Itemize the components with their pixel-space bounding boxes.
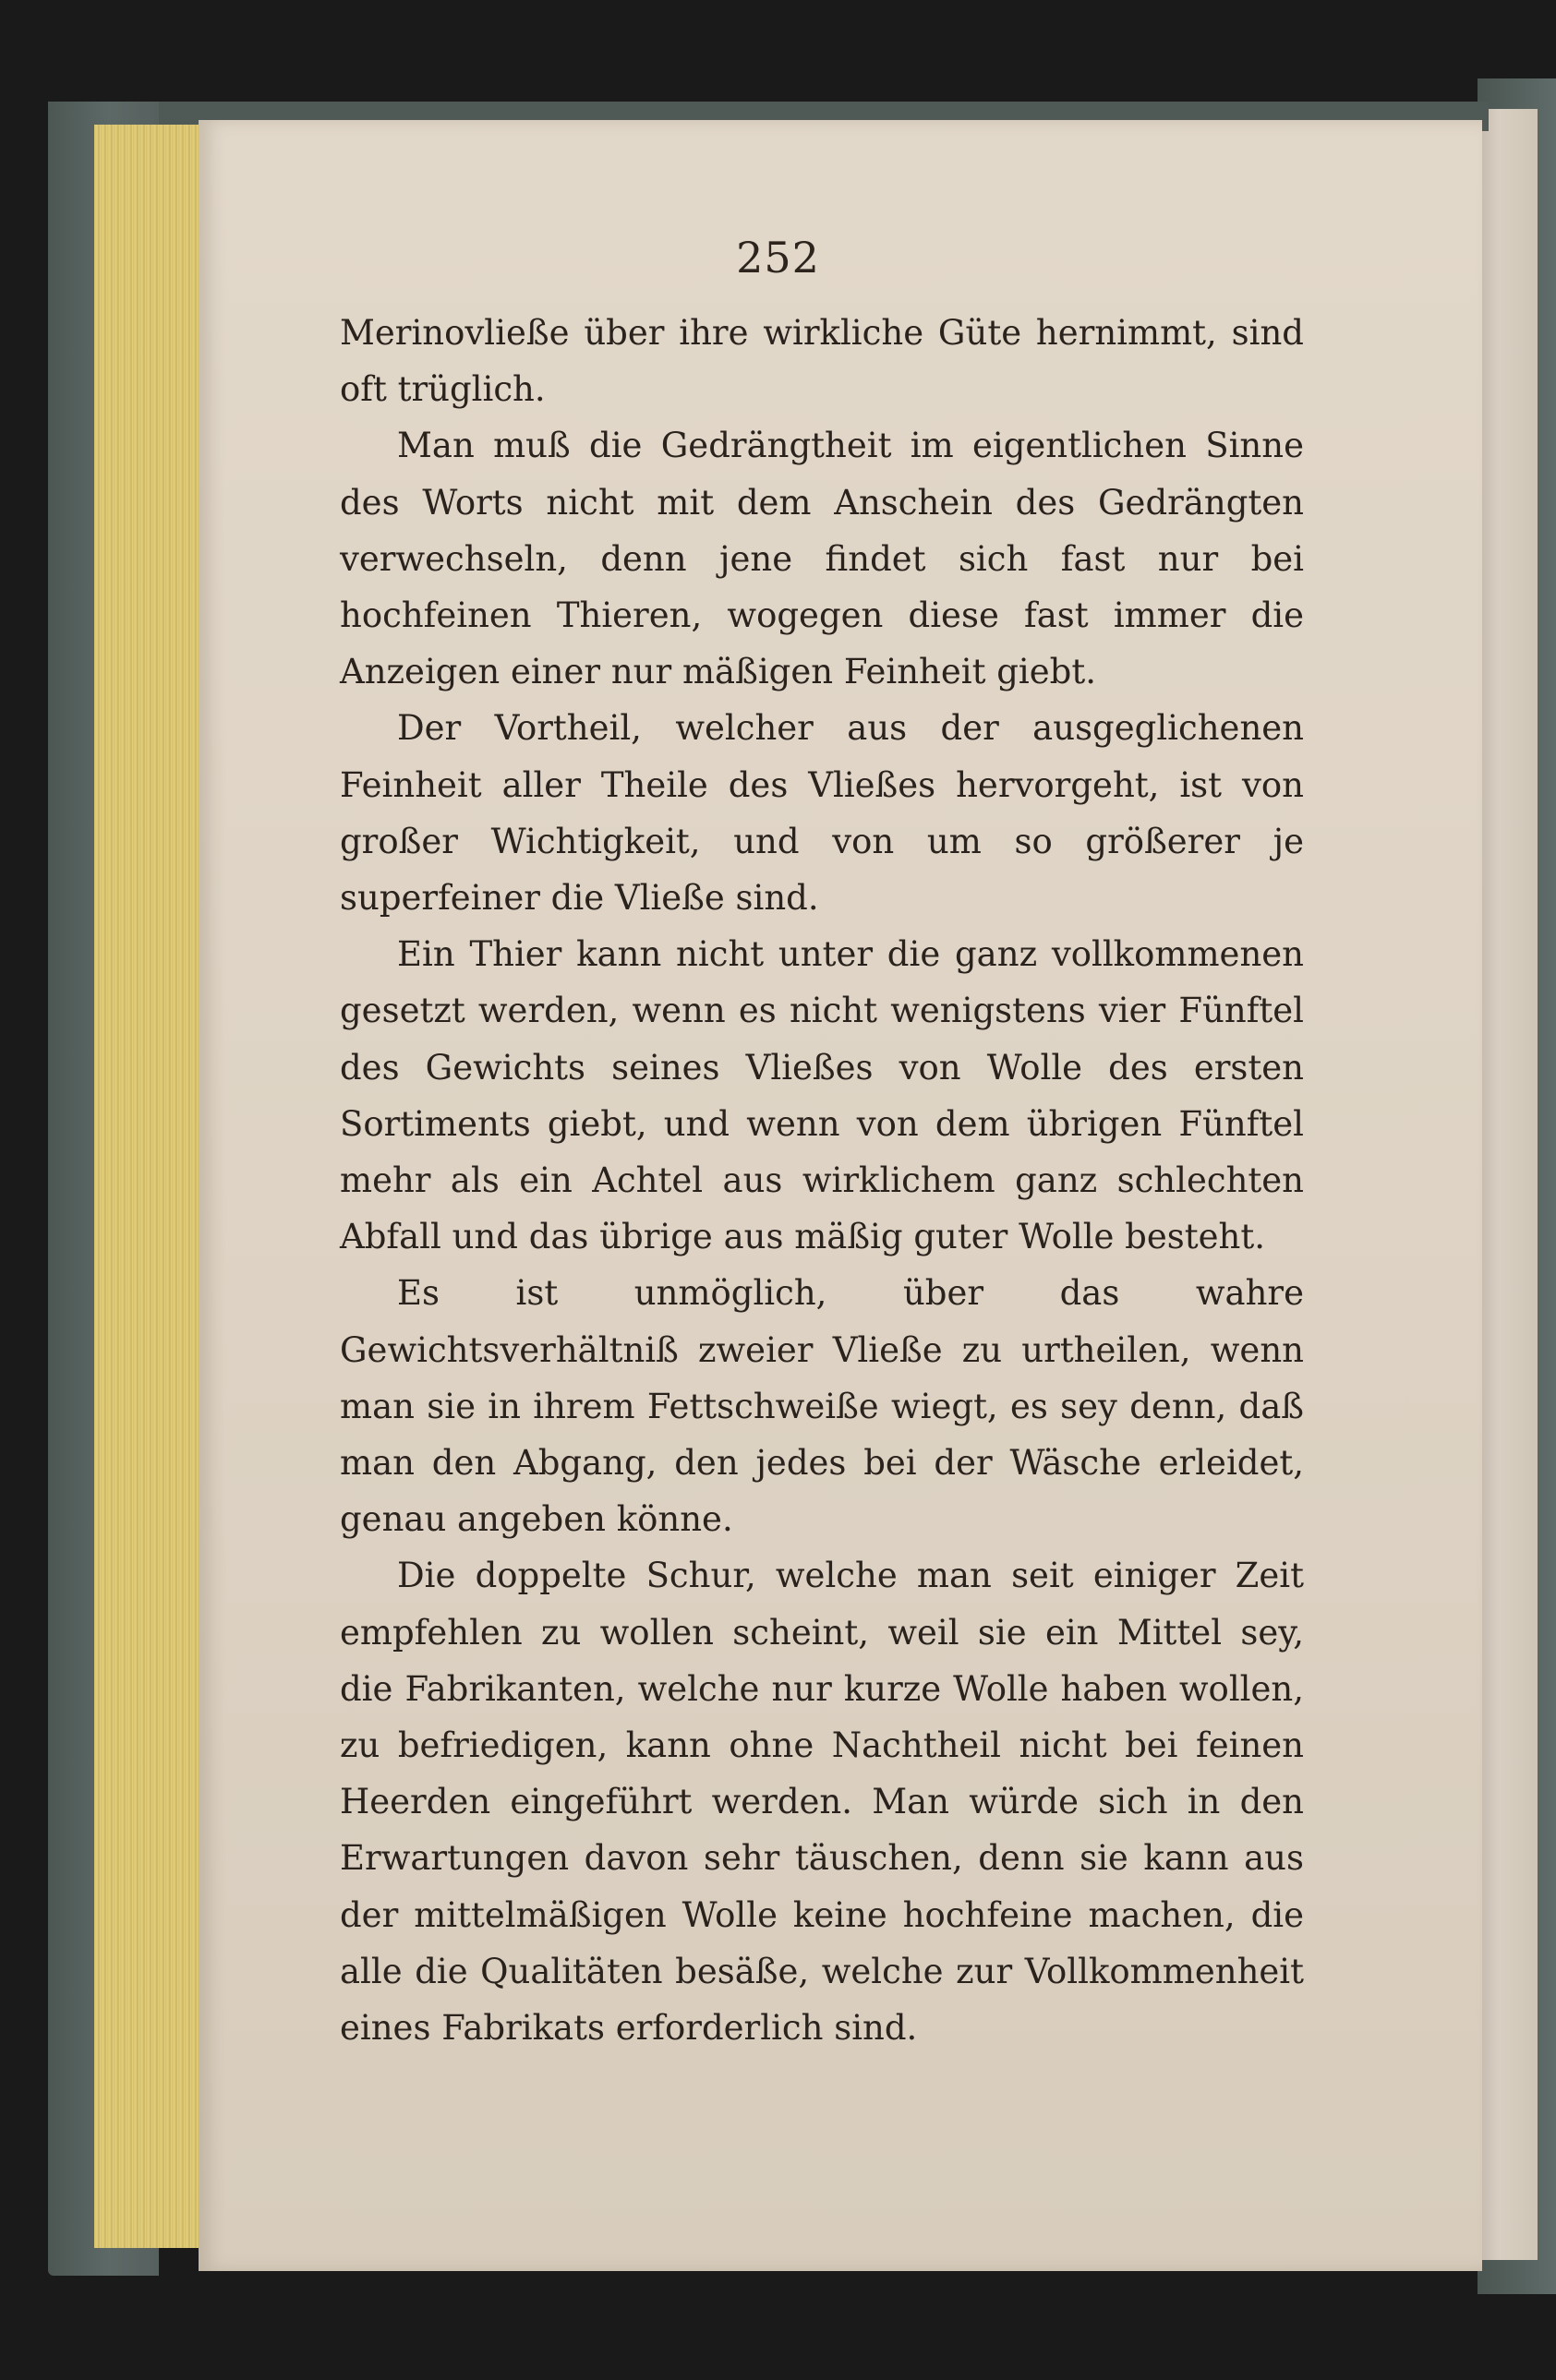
facing-page-edge [1473,109,1538,2260]
paragraph: Merinovließe über ihre wirkliche Güte hernimmt, sind oft trüglich. [340,313,1304,410]
page-text [340,305,1304,2056]
page-edges [94,125,203,2248]
paragraph: Der Vortheil, welcher aus der ausgeglichenen Feinheit aller Theile des Vließes hervorgeht, ist von großer Wichtigkeit, und von um so größerer je superfeiner die Vließe sind. [340,708,1304,919]
paragraph: Man muß die Gedrängtheit im eigentlichen Sinne des Worts nicht mit dem Anschein des Gedrängten verwechseln, denn jene findet sich fast nur bei hochfeinen Thieren, wogegen diese fast immer die Anzeigen einer nur mäßigen Feinheit giebt. [340,426,1304,692]
page-number: 252 [736,233,820,282]
paragraph: Ein Thier kann nicht unter die ganz vollkommenen gesetzt werden, wenn es nicht wenigstens vier Fünftel des Gewichts seines Vließes von Wolle des ersten Sortiments giebt, und wenn von dem übrigen Fünftel mehr als ein Achtel aus wirklichem ganz schlechten Abfall und das übrige aus mäßig guter Wolle besteht. [340,934,1304,1257]
paragraph: Die doppelte Schur, welche man seit einiger Zeit empfehlen zu wollen scheint, weil sie ein Mittel sey, die Fabrikanten, welche nur kurze Wolle haben wollen, zu befriedigen, kann ohne Nachtheil nicht bei feinen Heerden eingeführt werden. Man würde sich in den Erwartungen davon sehr täuschen, denn sie kann aus der mittelmäßigen Wolle keine hochfeine machen, die alle die Qualitäten besäße, welche zur Vollkommenheit eines Fabrikats erforderlich sind. [340,1556,1304,2049]
paragraph: Es ist unmöglich, über das wahre Gewichtsverhältniß zweier Vließe zu urtheilen, wenn man sie in ihrem Fettschweiße wiegt, es sey denn, daß man den Abgang, den jedes bei der Wäsche erleidet, genau angeben könne. [340,1273,1304,1540]
